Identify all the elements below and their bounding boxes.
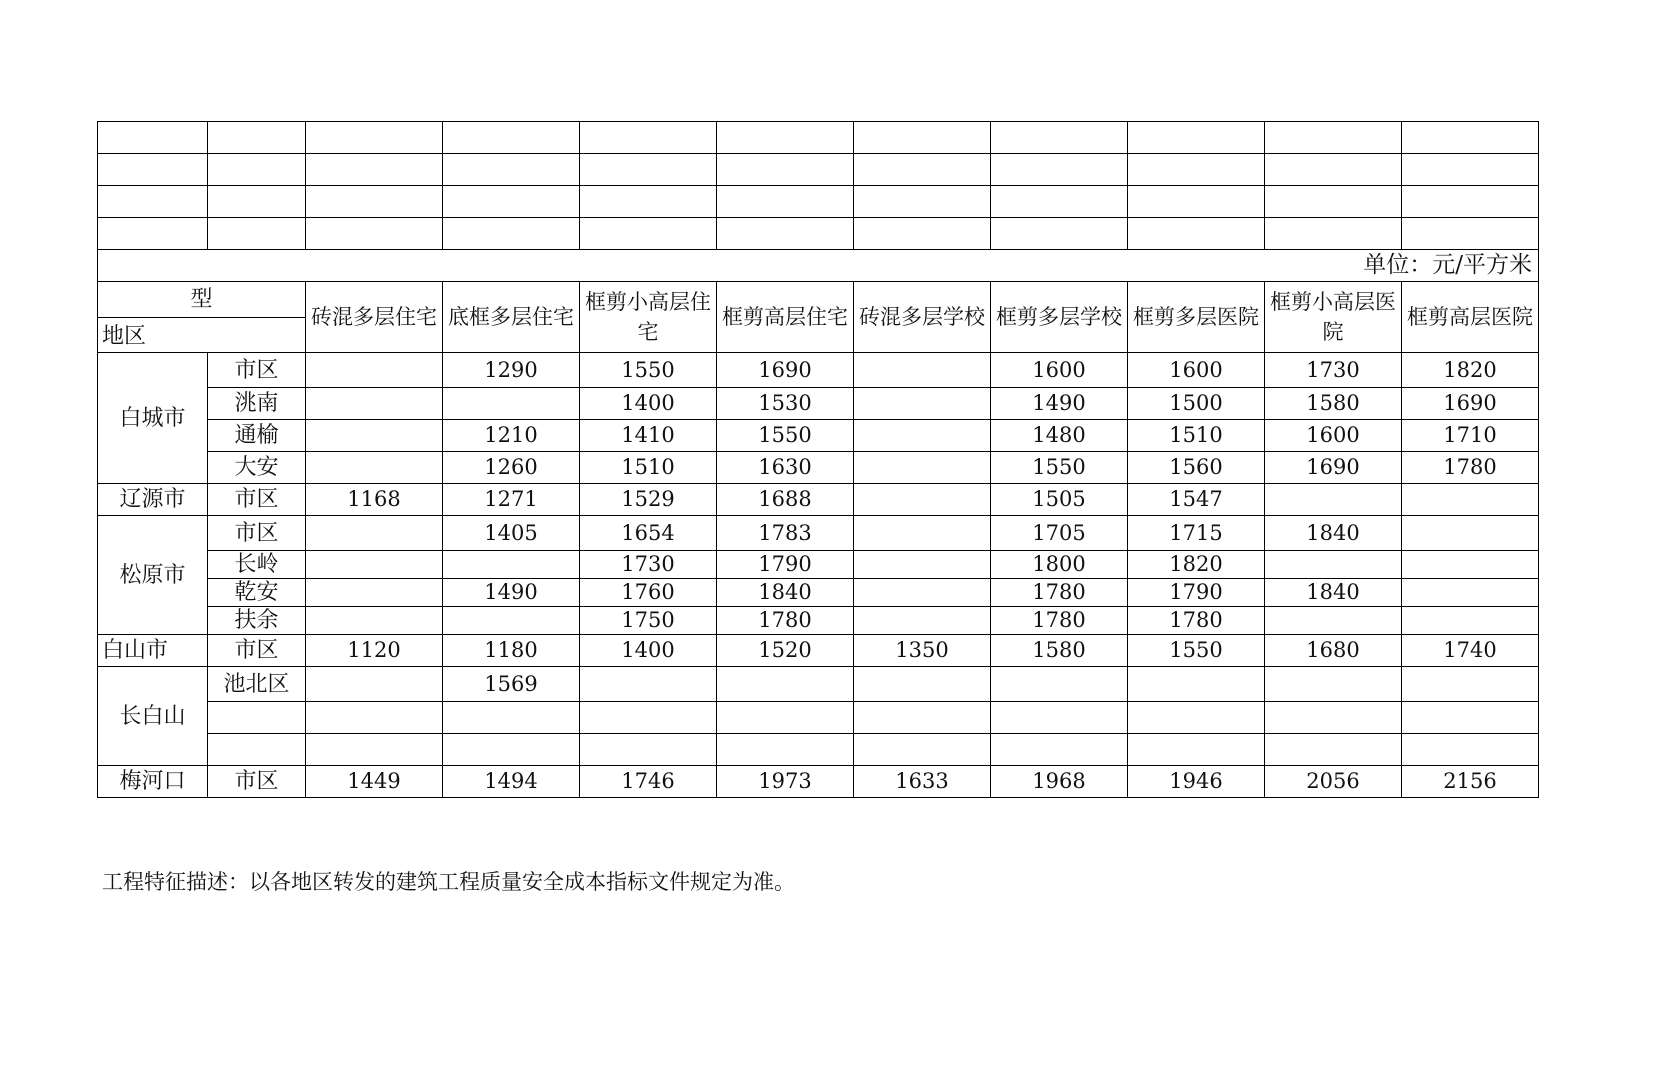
value-cell[interactable]: 1973 bbox=[717, 766, 854, 798]
value-cell[interactable] bbox=[854, 420, 991, 452]
value-cell[interactable]: 1800 bbox=[991, 551, 1128, 579]
value-cell[interactable]: 1820 bbox=[1128, 551, 1265, 579]
value-cell[interactable]: 1633 bbox=[854, 766, 991, 798]
value-cell[interactable] bbox=[854, 579, 991, 607]
district-cell[interactable]: 扶余 bbox=[208, 607, 306, 635]
value-cell[interactable] bbox=[443, 388, 580, 420]
value-cell[interactable]: 1180 bbox=[443, 635, 580, 667]
col-header[interactable]: 砖混多层学校 bbox=[854, 282, 991, 353]
value-cell[interactable]: 1840 bbox=[1265, 579, 1402, 607]
value-cell[interactable]: 1480 bbox=[991, 420, 1128, 452]
city-cell[interactable]: 白城市 bbox=[98, 353, 208, 484]
blank-row bbox=[98, 702, 1539, 734]
value-cell[interactable] bbox=[854, 516, 991, 551]
value-cell[interactable] bbox=[306, 452, 443, 484]
value-cell[interactable]: 1290 bbox=[443, 353, 580, 388]
district-cell[interactable]: 市区 bbox=[208, 516, 306, 551]
type-label: 型 bbox=[190, 287, 213, 312]
value-cell[interactable] bbox=[854, 484, 991, 516]
value-cell[interactable] bbox=[306, 667, 443, 702]
value-cell[interactable]: 1510 bbox=[580, 452, 717, 484]
city-cell[interactable]: 白山市 bbox=[98, 635, 208, 667]
type-region-header[interactable] bbox=[98, 282, 306, 353]
value-cell[interactable]: 1730 bbox=[1265, 353, 1402, 388]
col-header[interactable]: 框剪高层医院 bbox=[1402, 282, 1539, 353]
value-cell[interactable]: 1505 bbox=[991, 484, 1128, 516]
col-header[interactable]: 框剪小高层医院 bbox=[1265, 282, 1402, 353]
table-row bbox=[98, 667, 1539, 702]
table-row bbox=[98, 484, 1539, 516]
value-cell[interactable]: 1490 bbox=[991, 388, 1128, 420]
value-cell[interactable] bbox=[854, 353, 991, 388]
value-cell[interactable]: 1680 bbox=[1265, 635, 1402, 667]
unit-row bbox=[98, 250, 1539, 282]
blank-row bbox=[98, 186, 1539, 218]
value-cell[interactable]: 1690 bbox=[1265, 452, 1402, 484]
value-cell[interactable]: 1790 bbox=[717, 551, 854, 579]
city-cell[interactable]: 松原市 bbox=[98, 516, 208, 635]
value-cell[interactable] bbox=[306, 579, 443, 607]
district-cell[interactable]: 市区 bbox=[208, 353, 306, 388]
district-cell[interactable]: 通榆 bbox=[208, 420, 306, 452]
value-cell[interactable]: 1750 bbox=[580, 607, 717, 635]
value-cell[interactable]: 1500 bbox=[1128, 388, 1265, 420]
value-cell[interactable]: 1400 bbox=[580, 635, 717, 667]
table-row bbox=[98, 388, 1539, 420]
value-cell[interactable]: 1790 bbox=[1128, 579, 1265, 607]
value-cell[interactable]: 1820 bbox=[1402, 353, 1539, 388]
value-cell[interactable]: 1350 bbox=[854, 635, 991, 667]
region-label: 地区 bbox=[102, 324, 147, 349]
value-cell[interactable]: 1690 bbox=[717, 353, 854, 388]
value-cell[interactable]: 1449 bbox=[306, 766, 443, 798]
value-cell[interactable]: 2156 bbox=[1402, 766, 1539, 798]
value-cell[interactable]: 1490 bbox=[443, 579, 580, 607]
value-cell[interactable]: 1120 bbox=[306, 635, 443, 667]
value-cell[interactable]: 1705 bbox=[991, 516, 1128, 551]
blank-row bbox=[98, 154, 1539, 186]
value-cell[interactable]: 1410 bbox=[580, 420, 717, 452]
value-cell[interactable]: 1494 bbox=[443, 766, 580, 798]
value-cell[interactable]: 1405 bbox=[443, 516, 580, 551]
value-cell[interactable] bbox=[717, 667, 854, 702]
value-cell[interactable] bbox=[1402, 484, 1539, 516]
district-cell[interactable]: 洮南 bbox=[208, 388, 306, 420]
value-cell[interactable] bbox=[854, 388, 991, 420]
unit-label[interactable]: 单位：元/平方米 bbox=[98, 250, 1539, 282]
city-cell[interactable]: 梅河口 bbox=[98, 766, 208, 798]
blank-row bbox=[98, 122, 1539, 154]
value-cell[interactable]: 1560 bbox=[1128, 452, 1265, 484]
blank-row bbox=[98, 734, 1539, 766]
value-cell[interactable]: 1630 bbox=[717, 452, 854, 484]
value-cell[interactable]: 1529 bbox=[580, 484, 717, 516]
value-cell[interactable]: 1840 bbox=[717, 579, 854, 607]
table-row bbox=[98, 353, 1539, 388]
value-cell[interactable] bbox=[1402, 551, 1539, 579]
col-header[interactable]: 砖混多层住宅 bbox=[306, 282, 443, 353]
value-cell[interactable]: 1783 bbox=[717, 516, 854, 551]
value-cell[interactable]: 1550 bbox=[717, 420, 854, 452]
value-cell[interactable] bbox=[580, 667, 717, 702]
value-cell[interactable] bbox=[306, 420, 443, 452]
value-cell[interactable]: 1780 bbox=[1128, 607, 1265, 635]
table-row bbox=[98, 766, 1539, 798]
project-note: 工程特征描述：以各地区转发的建筑工程质量安全成本指标文件规定为准。 bbox=[102, 870, 795, 894]
value-cell[interactable]: 1780 bbox=[991, 579, 1128, 607]
value-cell[interactable] bbox=[1402, 667, 1539, 702]
value-cell[interactable]: 1710 bbox=[1402, 420, 1539, 452]
value-cell[interactable] bbox=[306, 388, 443, 420]
value-cell[interactable] bbox=[443, 607, 580, 635]
table-row bbox=[98, 579, 1539, 607]
value-cell[interactable]: 1740 bbox=[1402, 635, 1539, 667]
district-cell[interactable]: 长岭 bbox=[208, 551, 306, 579]
value-cell[interactable] bbox=[306, 353, 443, 388]
col-header[interactable]: 底框多层住宅 bbox=[443, 282, 580, 353]
value-cell[interactable]: 1210 bbox=[443, 420, 580, 452]
value-cell[interactable]: 1690 bbox=[1402, 388, 1539, 420]
value-cell[interactable] bbox=[1265, 667, 1402, 702]
district-cell[interactable]: 大安 bbox=[208, 452, 306, 484]
value-cell[interactable]: 1968 bbox=[991, 766, 1128, 798]
value-cell[interactable] bbox=[1402, 607, 1539, 635]
district-cell[interactable]: 市区 bbox=[208, 635, 306, 667]
value-cell[interactable] bbox=[306, 551, 443, 579]
table-row bbox=[98, 420, 1539, 452]
value-cell[interactable]: 1600 bbox=[1128, 353, 1265, 388]
value-cell[interactable]: 1547 bbox=[1128, 484, 1265, 516]
value-cell[interactable]: 1840 bbox=[1265, 516, 1402, 551]
value-cell[interactable]: 1946 bbox=[1128, 766, 1265, 798]
value-cell[interactable]: 1400 bbox=[580, 388, 717, 420]
value-cell[interactable]: 1580 bbox=[1265, 388, 1402, 420]
district-cell[interactable]: 市区 bbox=[208, 766, 306, 798]
value-cell[interactable]: 1688 bbox=[717, 484, 854, 516]
district-cell[interactable]: 池北区 bbox=[208, 667, 306, 702]
value-cell[interactable] bbox=[854, 667, 991, 702]
value-cell[interactable] bbox=[306, 516, 443, 551]
table-row bbox=[98, 452, 1539, 484]
value-cell[interactable]: 1260 bbox=[443, 452, 580, 484]
value-cell[interactable] bbox=[306, 607, 443, 635]
value-cell[interactable]: 1550 bbox=[991, 452, 1128, 484]
value-cell[interactable]: 1780 bbox=[1402, 452, 1539, 484]
value-cell[interactable]: 1569 bbox=[443, 667, 580, 702]
value-cell[interactable] bbox=[1265, 607, 1402, 635]
value-cell[interactable]: 1780 bbox=[991, 607, 1128, 635]
col-header[interactable]: 框剪多层医院 bbox=[1128, 282, 1265, 353]
value-cell[interactable] bbox=[1265, 484, 1402, 516]
col-header[interactable]: 框剪小高层住宅 bbox=[580, 282, 717, 353]
table-row bbox=[98, 551, 1539, 579]
value-cell[interactable] bbox=[991, 667, 1128, 702]
value-cell[interactable]: 1780 bbox=[717, 607, 854, 635]
value-cell[interactable]: 1168 bbox=[306, 484, 443, 516]
value-cell[interactable]: 1530 bbox=[717, 388, 854, 420]
value-cell[interactable]: 1510 bbox=[1128, 420, 1265, 452]
value-cell[interactable] bbox=[854, 452, 991, 484]
value-cell[interactable] bbox=[443, 551, 580, 579]
header-row bbox=[98, 282, 1539, 353]
col-header[interactable]: 框剪高层住宅 bbox=[717, 282, 854, 353]
value-cell[interactable]: 1746 bbox=[580, 766, 717, 798]
col-header[interactable]: 框剪多层学校 bbox=[991, 282, 1128, 353]
value-cell[interactable]: 1715 bbox=[1128, 516, 1265, 551]
header-divider bbox=[98, 317, 305, 318]
table-row bbox=[98, 516, 1539, 551]
city-cell[interactable]: 长白山 bbox=[98, 667, 208, 766]
value-cell[interactable]: 2056 bbox=[1265, 766, 1402, 798]
value-cell[interactable] bbox=[1402, 579, 1539, 607]
value-cell[interactable] bbox=[1402, 516, 1539, 551]
table-row bbox=[98, 635, 1539, 667]
value-cell[interactable] bbox=[854, 551, 991, 579]
value-cell[interactable]: 1580 bbox=[991, 635, 1128, 667]
city-cell[interactable]: 辽源市 bbox=[98, 484, 208, 516]
value-cell[interactable]: 1600 bbox=[1265, 420, 1402, 452]
value-cell[interactable] bbox=[1128, 667, 1265, 702]
district-cell[interactable]: 乾安 bbox=[208, 579, 306, 607]
value-cell[interactable]: 1550 bbox=[580, 353, 717, 388]
value-cell[interactable] bbox=[854, 607, 991, 635]
value-cell[interactable]: 1550 bbox=[1128, 635, 1265, 667]
value-cell[interactable]: 1271 bbox=[443, 484, 580, 516]
district-cell[interactable]: 市区 bbox=[208, 484, 306, 516]
value-cell[interactable] bbox=[1265, 551, 1402, 579]
value-cell[interactable]: 1760 bbox=[580, 579, 717, 607]
value-cell[interactable]: 1600 bbox=[991, 353, 1128, 388]
value-cell[interactable]: 1654 bbox=[580, 516, 717, 551]
value-cell[interactable]: 1730 bbox=[580, 551, 717, 579]
value-cell[interactable]: 1520 bbox=[717, 635, 854, 667]
table-row bbox=[98, 607, 1539, 635]
cost-index-table bbox=[97, 121, 1539, 798]
blank-row bbox=[98, 218, 1539, 250]
